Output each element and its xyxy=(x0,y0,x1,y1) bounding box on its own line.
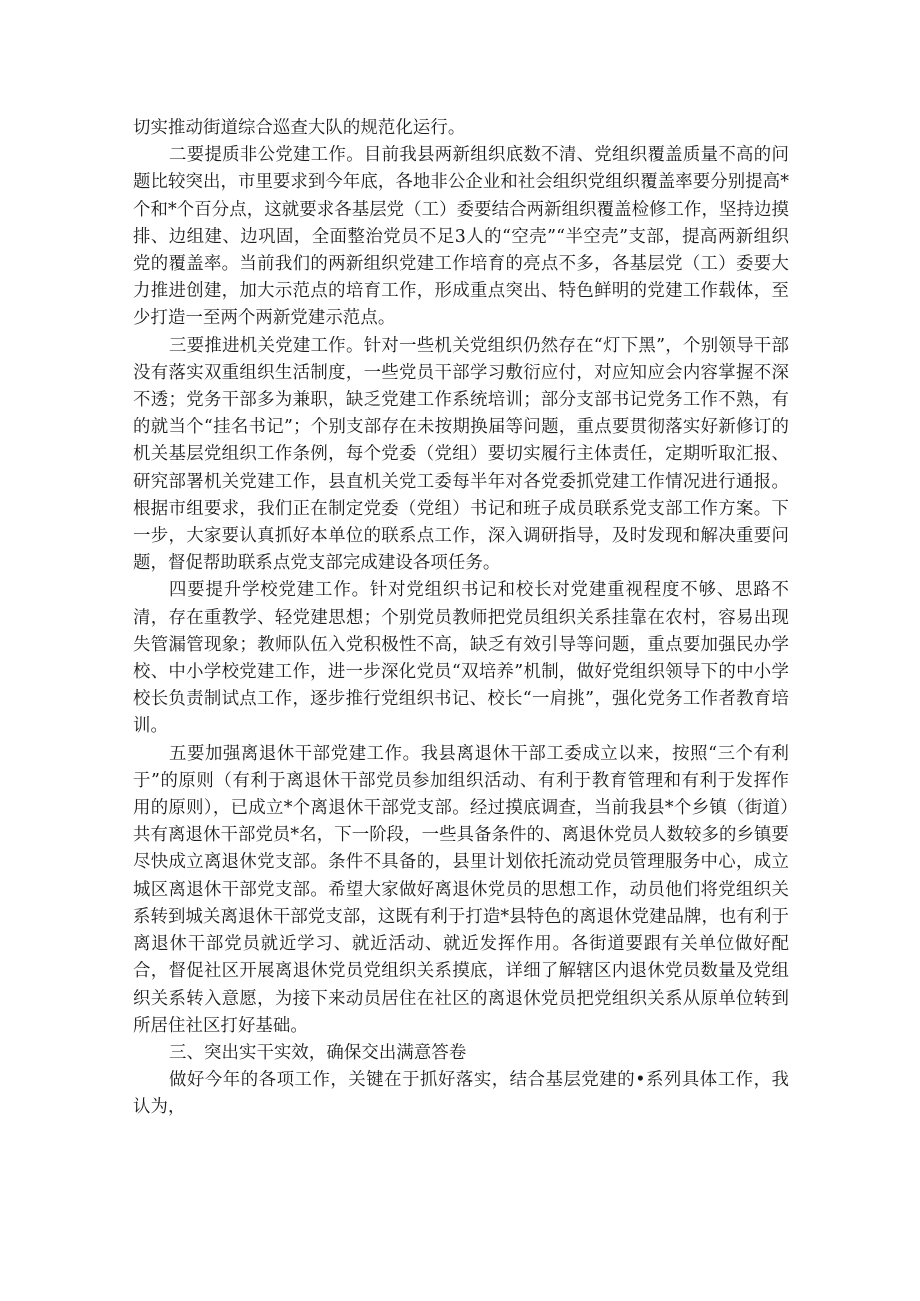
document-body xyxy=(133,115,789,1122)
paragraph-school-party-building: 四要提升学校党建工作。针对党组织书记和校长对党建重视程度不够、思路不清，存在重教学、轻党建思想；个别党员教师把党员组织关系挂靠在农村，容易出现失管漏管现象；教师队伍入党积极性不高，缺乏有效引导等问题，重点要加强民办学校、中小学校党建工作，进一步深化党员“双培养”机制，做好党组织领导下的中小学校长负责制试点工作，逐步推行党组织书记、校长“一肩挑”，强化党务工作者教育培训。 xyxy=(133,580,789,737)
section-heading: 三、突出实干实效，确保交出满意答卷 xyxy=(169,1042,467,1063)
paragraph-retired-cadres-party-building: 五要加强离退休干部党建工作。我县离退休干部工委成立以来，按照“三个有利于”的原则（有利于离退休干部党员参加组织活动、有利于教育管理和有利于发挥作用的原则），已成立*个离退休干部党支部。经过摸底调查，当前我县*个乡镇（街道）共有离退休干部党员*名，下一阶段，一些具备条件的、离退休党员人数较多的乡镇要尽快成立离退休党支部。条件不具备的，县里计划依托流动党员管理服务中心，成立城区离退休干部党支部。希望大家做好离退休党员的思想工作，动员他们将党组织关系转到城关离退休干部党支部，这既有利于打造*县特色的离退休党建品牌，也有利于离退休干部党员就近学习、就近活动、就近发挥作用。各街道要跟有关单位做好配合，督促社区开展离退休党员党组织关系摸底，详细了解辖区内退休党员数量及党组织关系转入意愿，为接下来动员居住在社区的离退休党员把党组织关系从原单位转到所居住社区打好基础。 xyxy=(133,743,789,1036)
paragraph-continuation: 切实推动街道综合巡查大队的规范化运行。 xyxy=(133,118,466,138)
paragraph-implementation: 做好今年的各项工作，关键在于抓好落实，结合基层党建的•系列具体工作，我认为， xyxy=(133,1070,789,1118)
paragraph-organ-party-building: 三要推进机关党建工作。针对一些机关党组织仍然存在“灯下黑”，个别领导干部没有落实双重组织生活制度，一些党员干部学习敷衍应付，对应知应会内容掌握不深不透；党务干部多为兼职，缺乏党建工作系统培训；部分支部书记党务工作不熟，有的就当个“挂名书记”；个别支部存在未按期换届等问题，重点要贯彻落实好新修订的机关基层党组织工作条例，每个党委（党组）要切实履行主体责任，定期听取汇报、研究部署机关党建工作，县直机关党工委每半年对各党委抓党建工作情况进行通报。根据市组要求，我们正在制定党委（党组）书记和班子成员联系党支部工作方案。下一步，大家要认真抓好本单位的联系点工作，深入调研指导，及时发现和解决重要问题，督促帮助联系点党支部完成建设各项任务。 xyxy=(133,335,789,574)
paragraph-nonpublic-party-building: 二要提质非公党建工作。目前我县两新组织底数不清、党组织覆盖质量不高的问题比较突出，市里要求到今年底，各地非公企业和社会组织党组织覆盖率要分别提高*个和*个百分点，这就要求各基层党（工）委要结合两新组织覆盖检修工作，坚持边摸排、边组建、边巩固，全面整治党员不足3人的“空壳”“半空壳”支部，提高两新组织党的覆盖率。当前我们的两新组织党建工作培育的亮点不多，各基层党（工）委要大力推进创建，加大示范点的培育工作，形成重点突出、特色鲜明的党建工作载体，至少打造一至两个两新党建示范点。 xyxy=(133,145,789,329)
